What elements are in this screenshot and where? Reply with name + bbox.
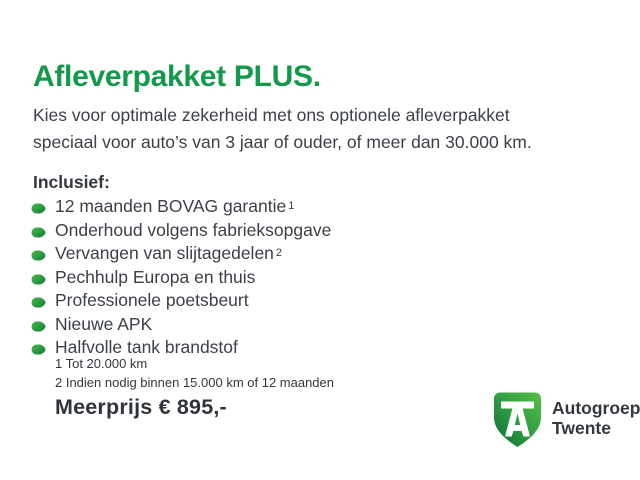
inclusief-list <box>31 195 331 360</box>
list-heading: Inclusief: <box>33 172 110 192</box>
list-item-label: Vervangen van slijtagedelen <box>55 243 274 264</box>
logo-line-1: Autogroep <box>552 398 640 418</box>
list-item-label: Halfvolle tank brandstof <box>55 337 238 358</box>
list-item <box>31 289 331 313</box>
footnotes <box>55 354 334 392</box>
leaf-bullet-icon <box>31 201 46 212</box>
list-item <box>31 313 331 337</box>
list-item: Vervangen van slijtagedelen $^2$ <box>31 242 331 266</box>
leaf-bullet-icon <box>31 272 46 283</box>
price-label: Meerprijs € 895,- <box>55 395 227 419</box>
leaf-bullet-icon <box>31 342 46 353</box>
intro-line-1: Kies voor optimale zekerheid met ons optionele afleverpakket <box>33 105 510 125</box>
page-title: Afleverpakket PLUS. <box>33 60 321 93</box>
leaf-bullet-icon <box>31 295 46 306</box>
leaf-bullet-icon <box>31 225 46 236</box>
footnote-1: 1 Tot 20.000 km <box>55 356 148 371</box>
footnote-2: 2 Indien nodig binnen 15.000 km of 12 maanden <box>55 375 334 390</box>
list-item-label: 12 maanden BOVAG garantie <box>55 196 287 217</box>
autogroep-twente-logo <box>493 391 640 449</box>
list-item-label: Pechhulp Europa en thuis <box>55 266 256 287</box>
logo-line-2: Twente <box>552 417 611 438</box>
intro-line-2: speciaal voor auto’s van 3 jaar of ouder, of meer dan 30.000 km. <box>33 132 532 152</box>
list-item <box>31 219 331 243</box>
list-item: 12 maanden BOVAG garantie $^1$ <box>31 195 331 219</box>
list-item-label: Nieuwe APK <box>55 313 153 334</box>
logo-wordmark <box>552 399 640 438</box>
list-item-label: Professionele poetsbeurt <box>55 290 249 311</box>
list-item <box>31 266 331 290</box>
intro-paragraph <box>33 102 532 156</box>
leaf-bullet-icon <box>31 319 46 330</box>
shield-a-icon <box>493 391 542 449</box>
list-item-label: Onderhoud volgens fabrieksopgave <box>55 219 332 240</box>
leaf-bullet-icon <box>31 248 46 259</box>
